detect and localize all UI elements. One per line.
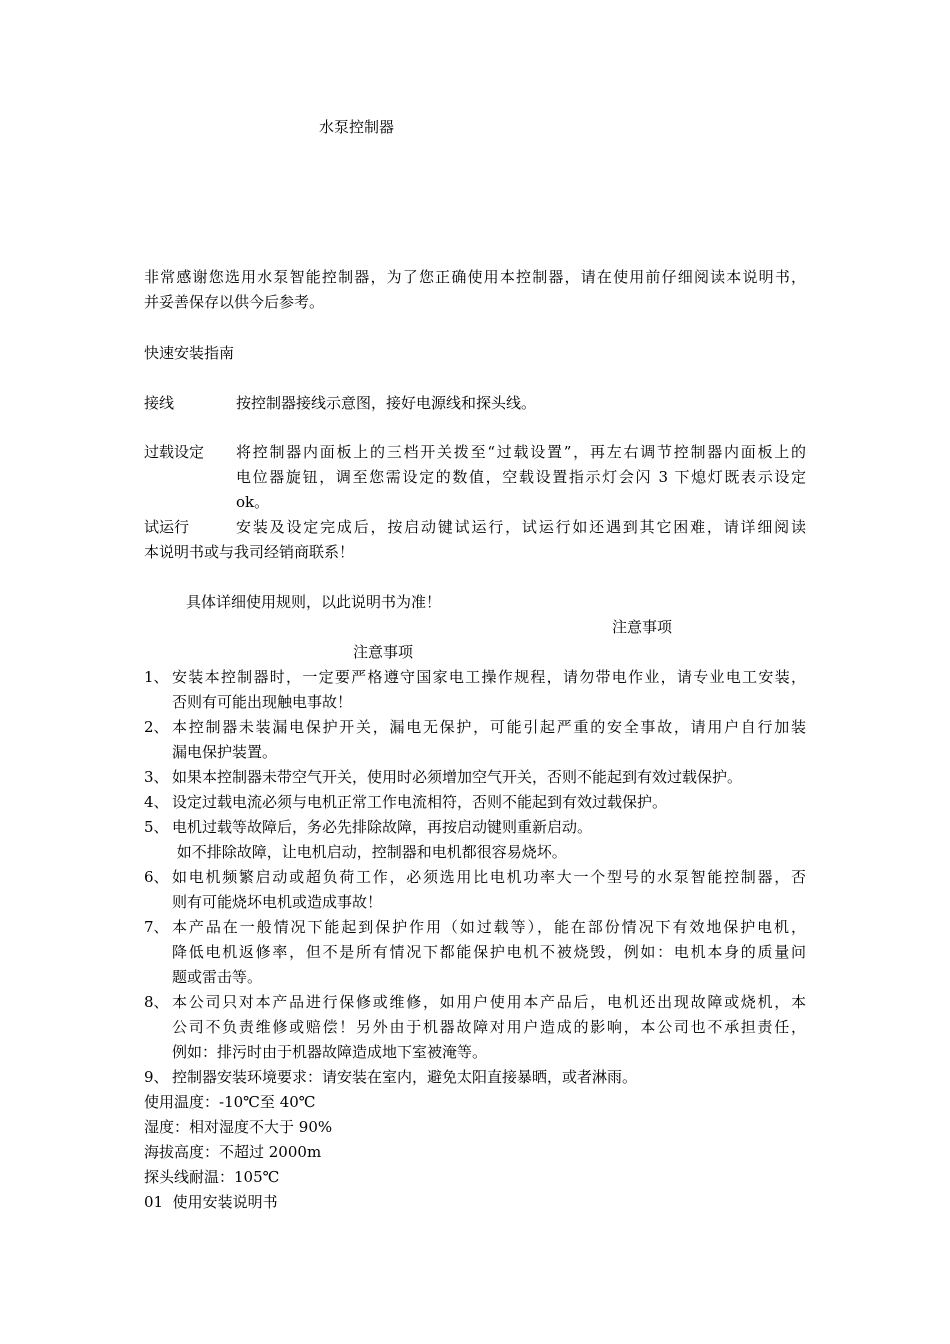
notice-number: 9、 — [144, 1068, 169, 1086]
trial-run-label: 试运行 — [144, 518, 190, 536]
notice-number: 1、 — [144, 668, 169, 686]
wiring-text: 按控制器接线示意图，接好电源线和探头线。 — [236, 394, 537, 412]
notice-number: 8、 — [144, 993, 169, 1011]
notice-2-line-2: 漏电保护装置。 — [172, 743, 278, 761]
notice-5-line-1: 电机过载等故障后，务必先排除故障，再按启动键则重新启动。 — [172, 818, 593, 836]
notice-9-line-1: 控制器安装环境要求：请安装在室内，避免太阳直接暴晒，或者淋雨。 — [172, 1068, 638, 1086]
spec-altitude: 海拔高度：不超过 2000m — [144, 1143, 322, 1161]
notice-1-line-2: 否则有可能出现触电事故！ — [172, 693, 353, 711]
trial-run-line-1: 安装及设定完成后，按启动键试运行，试运行如还遇到其它困难，请详细阅读 — [236, 518, 806, 536]
notice-6-line-2: 则有可能烧坏电机或造成事故！ — [172, 893, 383, 911]
trial-run-line-2: 本说明书或与我司经销商联系！ — [144, 543, 355, 561]
page-title: 水泵控制器 — [319, 118, 395, 136]
notice-6-line-1: 如电机频繁启动或超负荷工作，必须选用比电机功率大一个型号的水泵智能控制器，否 — [172, 868, 806, 886]
notice-number: 2、 — [144, 718, 169, 736]
spec-probe-temperature: 探头线耐温：105℃ — [144, 1168, 280, 1186]
notice-number: 3、 — [144, 768, 169, 786]
intro-line-1: 非常感谢您选用水泵智能控制器，为了您正确使用本控制器，请在使用前仔细阅读本说明书， — [144, 268, 806, 286]
overload-line-3: ok。 — [236, 493, 270, 511]
notice-number: 5、 — [144, 818, 169, 836]
notice-7-line-1: 本产品在一般情况下能起到保护作用（如过载等），能在部份情况下有效地保护电机， — [172, 918, 806, 936]
spec-humidity: 湿度：相对湿度不大于 90% — [144, 1118, 333, 1136]
notice-number: 7、 — [144, 918, 169, 936]
notice-number: 4、 — [144, 793, 169, 811]
notice-heading-center: 注意事项 — [353, 643, 414, 661]
quick-guide-heading: 快速安装指南 — [144, 344, 235, 362]
overload-line-1: 将控制器内面板上的三档开关拨至“过载设置”，再左右调节控制器内面板上的 — [236, 443, 806, 461]
detail-note: 具体详细使用规则，以此说明书为准！ — [186, 593, 442, 611]
overload-line-2: 电位器旋钮，调至您需设定的数值，空载设置指示灯会闪 3 下熄灯既表示设定 — [236, 468, 806, 486]
notice-1-line-1: 安装本控制器时，一定要严格遵守国家电工操作规程，请勿带电作业，请专业电工安装， — [172, 668, 806, 686]
notice-number: 6、 — [144, 868, 169, 886]
overload-label: 过载设定 — [144, 443, 205, 461]
footer-label: 01 使用安装说明书 — [144, 1193, 278, 1211]
intro-line-2: 并妥善保存以供今后参考。 — [144, 293, 325, 311]
notice-7-line-2: 降低电机返修率，但不是所有情况下都能保护电机不被烧毁，例如：电机本身的质量问 — [172, 943, 806, 961]
notice-8-line-3: 例如：排污时由于机器故障造成地下室被淹等。 — [172, 1043, 488, 1061]
notice-5-line-2: 如不排除故障，让电机启动，控制器和电机都很容易烧坏。 — [172, 843, 567, 861]
spec-temperature: 使用温度：-10℃至 40℃ — [144, 1093, 316, 1111]
notice-3-line-1: 如果本控制器未带空气开关，使用时必须增加空气开关，否则不能起到有效过载保护。 — [172, 768, 743, 786]
notice-4-line-1: 设定过载电流必须与电机正常工作电流相符，否则不能起到有效过载保护。 — [172, 793, 668, 811]
wiring-label: 接线 — [144, 394, 175, 412]
notice-8-line-1: 本公司只对本产品进行保修或维修，如用户使用本产品后，电机还出现故障或烧机，本 — [172, 993, 806, 1011]
notice-heading-right: 注意事项 — [612, 618, 673, 636]
notice-7-line-3: 题或雷击等。 — [172, 968, 263, 986]
notice-8-line-2: 公司不负责维修或赔偿！另外由于机器故障对用户造成的影响，本公司也不承担责任， — [172, 1018, 806, 1036]
notice-2-line-1: 本控制器未装漏电保护开关，漏电无保护，可能引起严重的安全事故，请用户自行加装 — [172, 718, 806, 736]
